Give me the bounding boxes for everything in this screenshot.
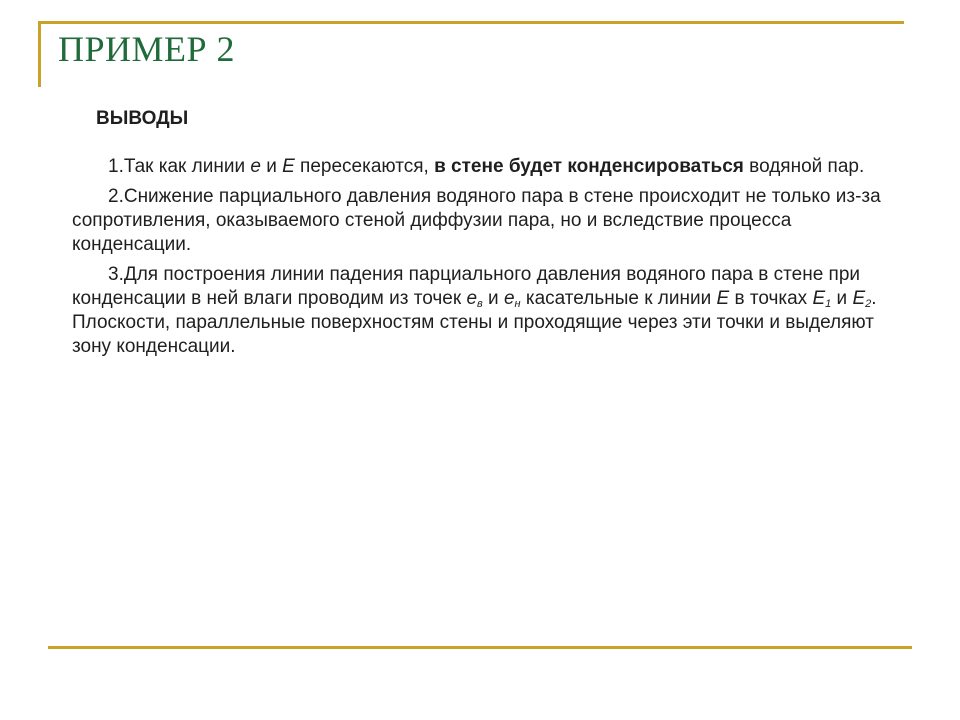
emphasis-text: в стене будет конденсироваться bbox=[434, 156, 744, 177]
slide-title: ПРИМЕР 2 bbox=[58, 29, 236, 69]
top-rule bbox=[40, 21, 904, 24]
paragraph-3: 3.Для построения линии падения парциального давления водяного пара в стене при конденсации в ней влаги проводим из точек $e_в$ и $e_н$ касательные к линии E в точках $E_1$ и $E_2$. Плоскости, параллельные поверхностям стены и проходящие через эти точки и выделяют зону конденсации. bbox=[72, 264, 877, 357]
paragraph-1: 1.Так как линии e и E пересекаются, в стене будет конденсироваться водяной пар. bbox=[108, 156, 865, 177]
paragraph-2: 2.Снижение парциального давления водяного пара в стене происходит не только из-за сопротивления, оказываемого стеной диффузии пара, но и вследствие процесса конденсации. bbox=[72, 186, 881, 255]
bottom-rule bbox=[48, 646, 912, 649]
section-heading: ВЫВОДЫ bbox=[96, 108, 189, 129]
slide-body bbox=[72, 155, 904, 365]
left-rule bbox=[38, 21, 41, 87]
